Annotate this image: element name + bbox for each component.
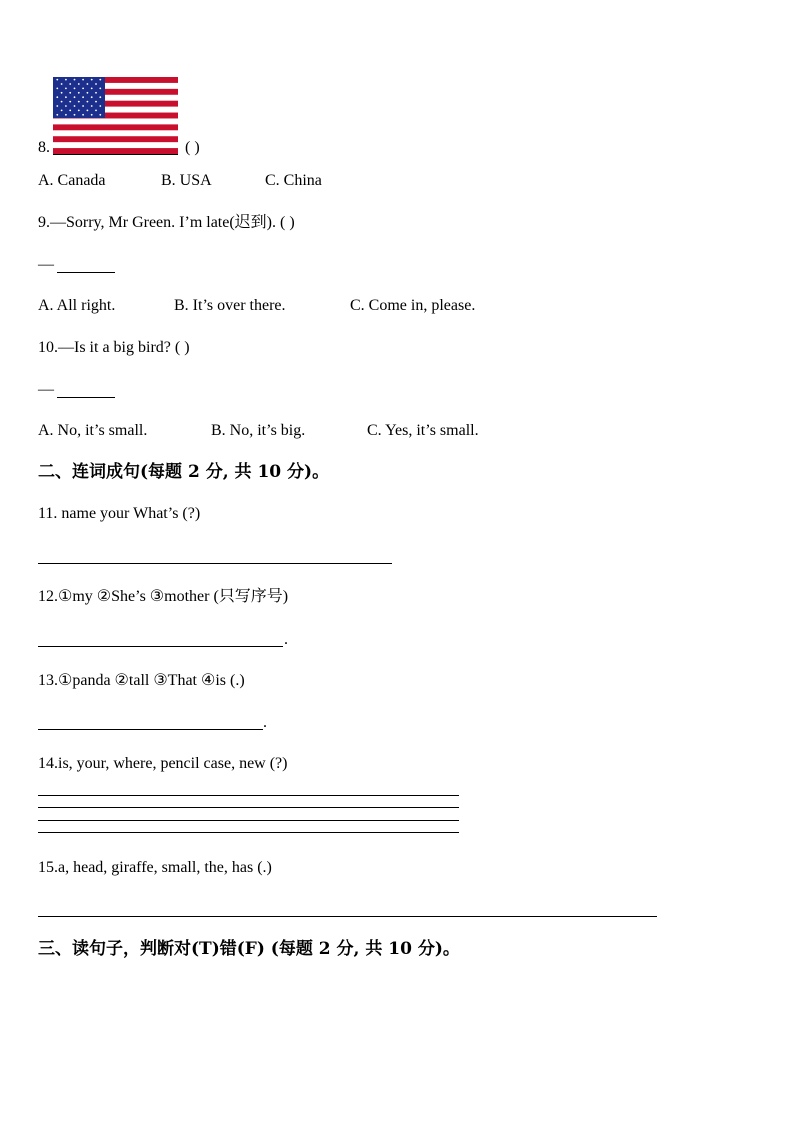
q12-text: 12.①my ②She’s ③mother (只写序号) (38, 588, 289, 605)
q11-answer-line (38, 563, 392, 564)
q14-answer-line-2 (38, 807, 459, 808)
q10-option-b: B. No, it’s big. (211, 422, 306, 439)
q9-option-c: C. Come in, please. (350, 297, 476, 314)
q10-answer-line (57, 397, 115, 398)
q9-reply-dash: — (38, 256, 54, 273)
section-2-title: 二、连词成句(每题 2 分, 共 10 分)。 (38, 462, 330, 482)
q14-answer-line-1 (38, 795, 459, 796)
q13-end-mark: . (263, 714, 267, 731)
q10-stem: 10.—Is it a big bird? ( ) (38, 339, 190, 356)
q14-answer-line-4 (38, 832, 459, 833)
q9-option-a: A. All right. (38, 297, 116, 314)
q13-answer-line (38, 729, 263, 730)
q8-paren: ( ) (185, 139, 200, 156)
q9-option-b: B. It’s over there. (174, 297, 286, 314)
q14-answer-line-3 (38, 820, 459, 821)
q12-end-mark: . (284, 631, 288, 648)
q10-option-a: A. No, it’s small. (38, 422, 148, 439)
q14-text: 14.is, your, where, pencil case, new (?) (38, 755, 288, 772)
section-3-title: 三、读句子，判断对(T)错(F) (每题 2 分, 共 10 分)。 (38, 939, 460, 959)
q15-answer-line (38, 916, 657, 917)
q15-text: 15.a, head, giraffe, small, the, has (.) (38, 859, 272, 876)
q8-option-a: A. Canada (38, 172, 106, 189)
us-flag-icon (53, 77, 178, 154)
q10-reply-dash: — (38, 381, 54, 398)
q8-answer-line (53, 154, 178, 155)
q13-text: 13.①panda ②tall ③That ④is (.) (38, 672, 245, 689)
q12-answer-line (38, 646, 283, 647)
q10-option-c: C. Yes, it’s small. (367, 422, 479, 439)
q8-option-c: C. China (265, 172, 322, 189)
q9-answer-line (57, 272, 115, 273)
q11-text: 11. name your What’s (?) (38, 505, 201, 522)
q8-number: 8. (38, 139, 50, 156)
q9-stem: 9.—Sorry, Mr Green. I’m late(迟到). ( ) (38, 214, 295, 231)
q8-option-b: B. USA (161, 172, 212, 189)
